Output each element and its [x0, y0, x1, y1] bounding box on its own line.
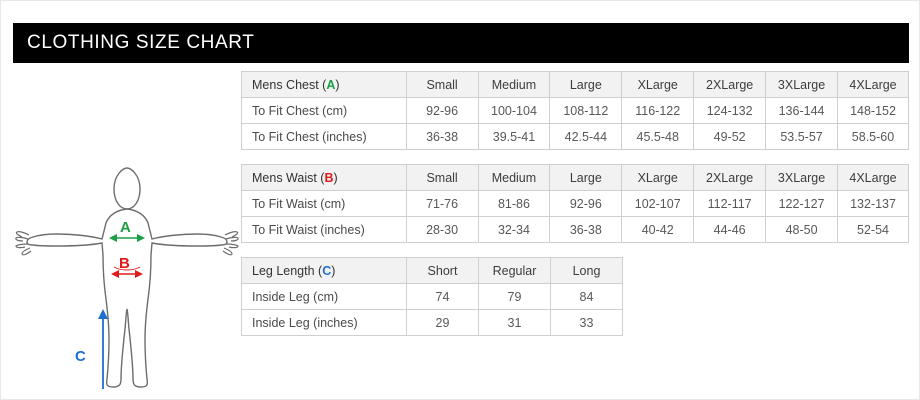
column-header: Long — [551, 258, 623, 284]
table-cell: 84 — [551, 284, 623, 310]
table-row — [242, 217, 909, 243]
table-title-cell — [242, 165, 407, 191]
table-spacer — [241, 150, 909, 164]
table-cell: 124-132 — [694, 98, 766, 124]
row-label: To Fit Chest (cm) — [242, 98, 407, 124]
column-header: Small — [406, 72, 478, 98]
chart-title-bar — [13, 23, 909, 63]
table-cell: 100-104 — [478, 98, 550, 124]
table-cell: 102-107 — [622, 191, 694, 217]
table-title-letter: A — [326, 77, 336, 92]
table-row — [242, 284, 623, 310]
column-header: XLarge — [622, 72, 694, 98]
column-header: Regular — [479, 258, 551, 284]
table-cell: 31 — [479, 310, 551, 336]
diagram-label-b: B — [119, 255, 130, 272]
table-title-text-end: ) — [333, 170, 338, 185]
table-cell: 32-34 — [478, 217, 550, 243]
table-cell: 39.5-41 — [478, 124, 550, 150]
page-title: CLOTHING SIZE CHART — [27, 32, 255, 53]
table-title-cell — [242, 72, 407, 98]
table-spacer — [241, 243, 909, 257]
column-header: Large — [550, 72, 622, 98]
table-cell: 53.5-57 — [766, 124, 838, 150]
diagram-label-c: C — [75, 348, 86, 365]
table-cell: 28-30 — [406, 217, 478, 243]
table-cell: 116-122 — [622, 98, 694, 124]
table-row — [242, 124, 909, 150]
column-header: 2XLarge — [694, 165, 766, 191]
table-cell: 44-46 — [694, 217, 766, 243]
table-cell: 71-76 — [406, 191, 478, 217]
table-cell: 92-96 — [550, 191, 622, 217]
table-cell: 74 — [407, 284, 479, 310]
column-header: Small — [406, 165, 478, 191]
column-header: XLarge — [622, 165, 694, 191]
column-header: Short — [407, 258, 479, 284]
table-title-text: Mens Waist ( — [252, 170, 325, 185]
table-row — [242, 98, 909, 124]
column-header: Medium — [478, 165, 550, 191]
column-header: 4XLarge — [838, 165, 909, 191]
table-row — [242, 191, 909, 217]
table-cell: 48-50 — [766, 217, 838, 243]
row-label: To Fit Waist (cm) — [242, 191, 407, 217]
table-cell: 45.5-48 — [622, 124, 694, 150]
table-title-cell — [242, 258, 407, 284]
body-diagram — [13, 71, 241, 389]
table-cell: 122-127 — [766, 191, 838, 217]
table-cell: 58.5-60 — [838, 124, 909, 150]
table-row — [242, 310, 623, 336]
column-header: 4XLarge — [838, 72, 909, 98]
column-header: 2XLarge — [694, 72, 766, 98]
table-cell: 81-86 — [478, 191, 550, 217]
table-cell: 49-52 — [694, 124, 766, 150]
table-mens-waist — [241, 164, 909, 243]
column-header: 3XLarge — [766, 165, 838, 191]
table-title-text: Leg Length ( — [252, 263, 323, 278]
table-leg-length — [241, 257, 623, 336]
table-title-letter: C — [322, 263, 332, 278]
table-cell: 36-38 — [550, 217, 622, 243]
table-title-text: Mens Chest ( — [252, 77, 327, 92]
table-header-row — [242, 165, 909, 191]
table-title-letter: B — [324, 170, 334, 185]
row-label: Inside Leg (inches) — [242, 310, 407, 336]
row-label: To Fit Chest (inches) — [242, 124, 407, 150]
table-cell: 42.5-44 — [550, 124, 622, 150]
table-mens-chest — [241, 71, 909, 150]
row-label: Inside Leg (cm) — [242, 284, 407, 310]
table-header-row — [242, 72, 909, 98]
row-label: To Fit Waist (inches) — [242, 217, 407, 243]
table-cell: 108-112 — [550, 98, 622, 124]
table-cell: 36-38 — [406, 124, 478, 150]
size-tables — [241, 71, 909, 336]
table-cell: 148-152 — [838, 98, 909, 124]
column-header: Large — [550, 165, 622, 191]
column-header: Medium — [478, 72, 550, 98]
table-cell: 40-42 — [622, 217, 694, 243]
table-cell: 29 — [407, 310, 479, 336]
table-cell: 92-96 — [406, 98, 478, 124]
table-header-row — [242, 258, 623, 284]
column-header: 3XLarge — [766, 72, 838, 98]
diagram-label-a: A — [120, 219, 131, 236]
table-title-text-end: ) — [331, 263, 336, 278]
table-cell: 79 — [479, 284, 551, 310]
table-cell: 52-54 — [838, 217, 909, 243]
table-cell: 33 — [551, 310, 623, 336]
table-cell: 136-144 — [766, 98, 838, 124]
table-cell: 112-117 — [694, 191, 766, 217]
table-cell: 132-137 — [838, 191, 909, 217]
table-title-text-end: ) — [335, 77, 340, 92]
